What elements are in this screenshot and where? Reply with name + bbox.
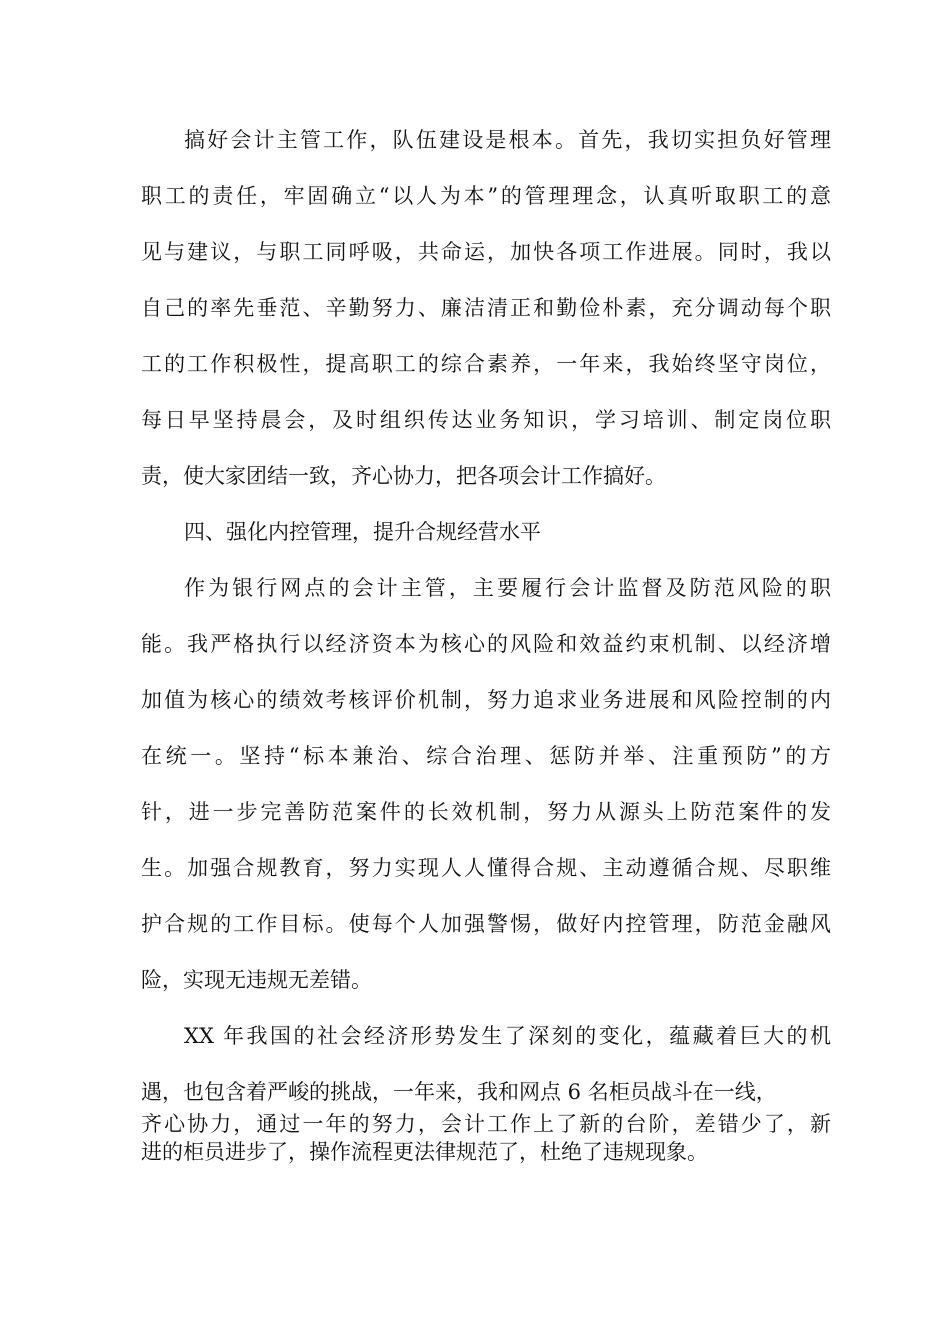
paragraph-line: 工的工作积极性，提高职工的综合素养，一年来，我始终坚守岗位， (141, 352, 831, 376)
paragraph-line: 齐心协力，通过一年的努力，会计工作上了新的台阶，差错少了，新 (141, 1112, 831, 1136)
paragraph-line: 责，使大家团结一致，齐心协力，把各项会计工作搞好。 (141, 464, 666, 488)
paragraph-line: 搞好会计主管工作，队伍建设是根本。首先，我切实担负好管理 (184, 128, 831, 152)
paragraph-line: 每日早坚持晨会，及时组织传达业务知识，学习培训、制定岗位职 (141, 408, 831, 432)
paragraph-line: 遇，也包含着严峻的挑战，一年来，我和网点 6 名柜员战斗在一线， (141, 1080, 777, 1104)
paragraph-line: 加值为核心的绩效考核评价机制，努力追求业务进展和风险控制的内 (141, 688, 831, 712)
paragraph-line: 作为银行网点的会计主管，主要履行会计监督及防范风险的职 (184, 576, 831, 600)
paragraph-line: 见与建议，与职工同呼吸，共命运，加快各项工作进展。同时，我以 (141, 240, 831, 264)
paragraph-line: 自己的率先垂范、辛勤努力、廉洁清正和勤俭朴素，充分调动每个职 (141, 296, 831, 320)
paragraph-line: 针，进一步完善防范案件的长效机制，努力从源头上防范案件的发 (141, 800, 831, 824)
paragraph-line: 护合规的工作目标。使每个人加强警惕，做好内控管理，防范金融风 (141, 912, 831, 936)
paragraph-line: 生。加强合规教育，努力实现人人懂得合规、主动遵循合规、尽职维 (141, 856, 831, 880)
paragraph-line: 险，实现无违规无差错。 (141, 968, 372, 992)
paragraph-line: 能。我严格执行以经济资本为核心的风险和效益约束机制、以经济增 (141, 632, 831, 656)
paragraph-line: 在统一。坚持“标本兼治、综合治理、惩防并举、注重预防”的方 (141, 744, 831, 768)
paragraph-line: XX 年我国的社会经济形势发生了深刻的变化，蕴藏着巨大的机 (184, 1024, 831, 1048)
paragraph-line: 职工的责任，牢固确立“以人为本”的管理理念，认真听取职工的意 (141, 184, 831, 208)
section-heading: 四、强化内控管理，提升合规经营水平 (184, 520, 541, 544)
paragraph-line: 进的柜员进步了，操作流程更法律规范了，杜绝了违规现象。 (141, 1140, 708, 1164)
